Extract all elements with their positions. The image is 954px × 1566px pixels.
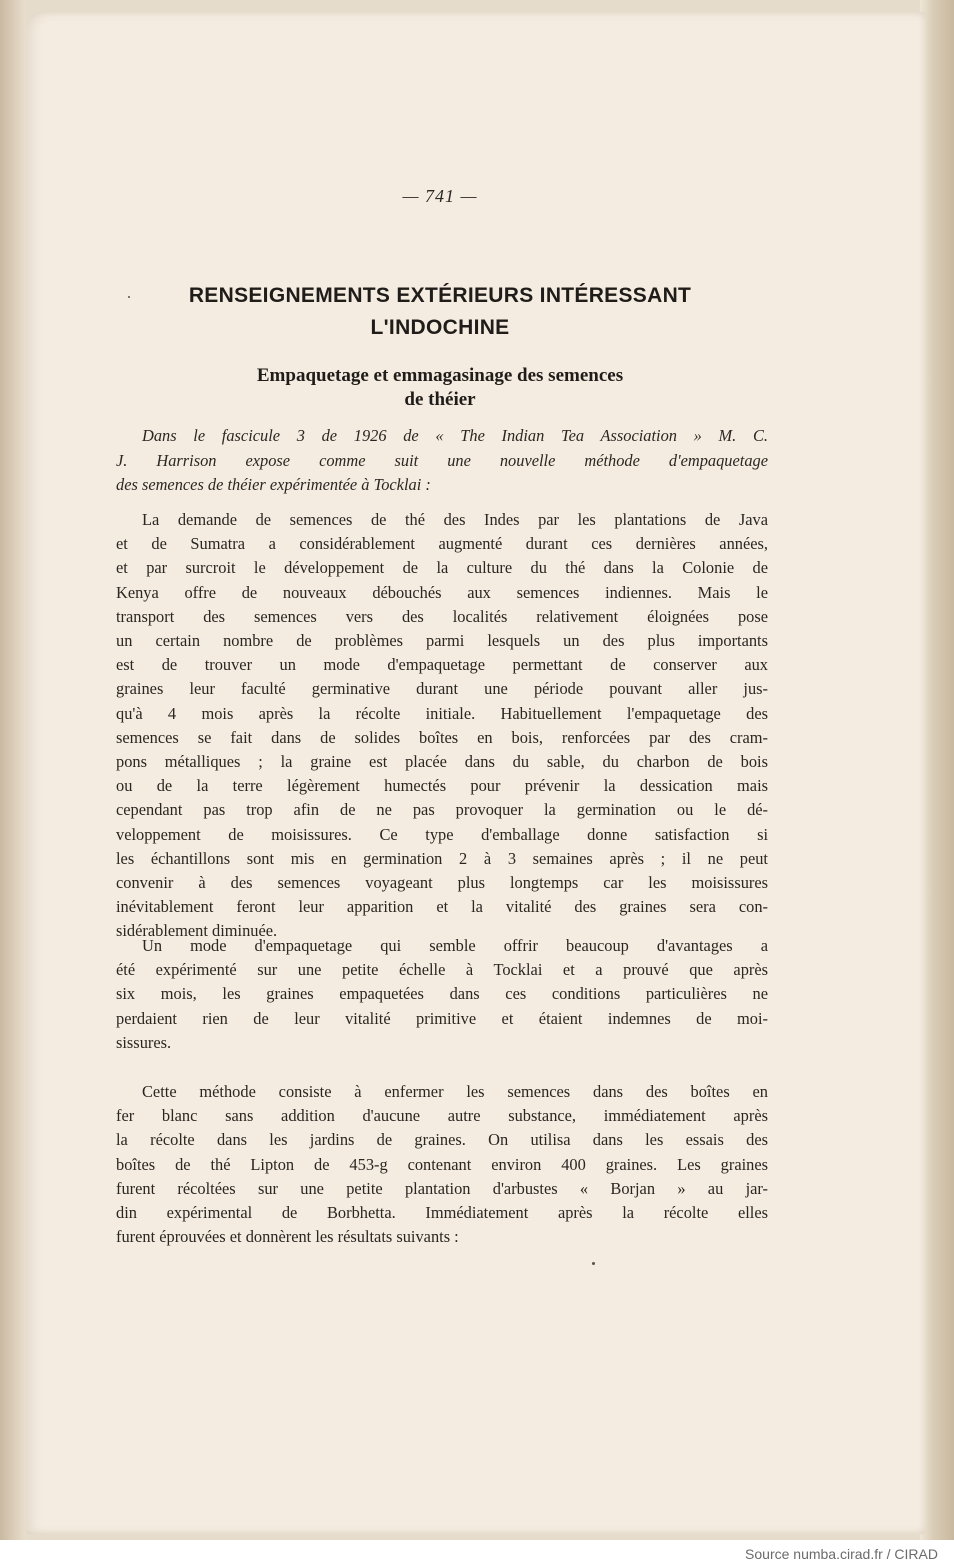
text-line: sidérablement diminuée.: [116, 921, 278, 941]
title-line-1: RENSEIGNEMENTS EXTÉRIEURS INTÉRESSANT: [188, 284, 692, 307]
text-line: la récolte dans les jardins de graines. On utilisa dans les essais des: [116, 1130, 768, 1150]
text-line: qu'à 4 mois après la récolte initiale. Habituellement l'empaquetage des: [116, 703, 768, 723]
text-line: furent récoltées sur une petite plantation d'arbustes « Borjan » au jar-: [116, 1178, 768, 1198]
body-paragraph-3: [116, 1080, 768, 1249]
text-line: Cette méthode consiste à enfermer les semences dans des boîtes en: [142, 1082, 768, 1101]
text-line: din expérimental de Borbhetta. Immédiatement après la récolte elles: [116, 1203, 768, 1223]
text-line: est de trouver un mode d'empaquetage permettant de conserver aux: [116, 655, 768, 675]
section-subtitle: [170, 364, 710, 412]
title-line-2: L'INDOCHINE: [370, 316, 510, 339]
text-line: semences se fait dans de solides boîtes en bois, renforcées par des cram-: [116, 727, 768, 747]
source-credit: Source numba.cirad.fr / CIRAD: [745, 1546, 938, 1562]
text-line: ou de la terre légèrement humectés pour prévenir la dessication mais: [116, 776, 768, 796]
binding-edge: [0, 0, 26, 1540]
text-line: pons métalliques ; la graine est placée dans du sable, du charbon de bois: [116, 752, 768, 772]
article-title: [170, 280, 710, 344]
text-line: boîtes de thé Lipton de 453-g contenant environ 400 graines. Les graines: [116, 1154, 768, 1174]
text-line: convenir à des semences voyageant plus longtemps car les moisissures: [116, 873, 768, 893]
text-line: Kenya offre de nouveaux débouchés aux semences indiennes. Mais le: [116, 582, 768, 602]
text-line: des semences de théier expérimentée à Tocklai :: [116, 475, 431, 494]
paper-speck: [128, 296, 130, 298]
page-number: — 741 —: [402, 186, 478, 206]
text-line: les échantillons sont mis en germination 2 à 3 semaines après ; il ne peut: [116, 848, 768, 868]
text-line: et de Sumatra a considérablement augmenté durant ces dernières années,: [116, 534, 768, 554]
paper-speck: [592, 1262, 595, 1265]
text-line: graines leur faculté germinative durant une période pouvant aller jus-: [116, 679, 768, 699]
text-line: furent éprouvées et donnèrent les résultats suivants :: [116, 1227, 459, 1247]
text-line: veloppement de moisissures. Ce type d'emballage donne satisfaction si: [116, 824, 768, 844]
text-line: et par surcroit le développement de la culture du thé dans la Colonie de: [116, 558, 768, 578]
text-line: six mois, les graines empaquetées dans ces conditions particulières ne: [116, 984, 768, 1004]
text-line: perdaient rien de leur vitalité primitive et étaient indemnes de moi-: [116, 1008, 768, 1028]
text-line: fer blanc sans addition d'aucune autre substance, immédiatement après: [116, 1106, 768, 1126]
text-line: cependant pas trop afin de ne pas provoquer la germination ou le dé-: [116, 800, 768, 820]
text-line: Dans le fascicule 3 de 1926 de « The Indian Tea Association » M. C.: [142, 426, 768, 445]
body-paragraph-1: [116, 508, 768, 944]
text-line: inévitablement feront leur apparition et la vitalité des graines sera con-: [116, 897, 768, 917]
text-line: Un mode d'empaquetage qui semble offrir beaucoup d'avantages a: [142, 936, 768, 955]
text-line: sissures.: [116, 1032, 172, 1052]
body-paragraph-2: [116, 934, 768, 1055]
text-line: été expérimenté sur une petite échelle à Tocklai et a prouvé que après: [116, 960, 768, 980]
subtitle-line-1: Empaquetage et emmagasinage des semences: [256, 365, 624, 386]
text-line: un certain nombre de problèmes parmi lesquels un des plus importants: [116, 631, 768, 651]
text-line: transport des semences vers des localités relativement éloignées pose: [116, 606, 768, 626]
intro-paragraph: [116, 424, 768, 498]
text-line: La demande de semences de thé des Indes par les plantations de Java: [142, 510, 768, 529]
subtitle-line-2: de théier: [404, 389, 476, 410]
text-line: J. Harrison expose comme suit une nouvelle méthode d'empaquetage: [116, 450, 768, 470]
